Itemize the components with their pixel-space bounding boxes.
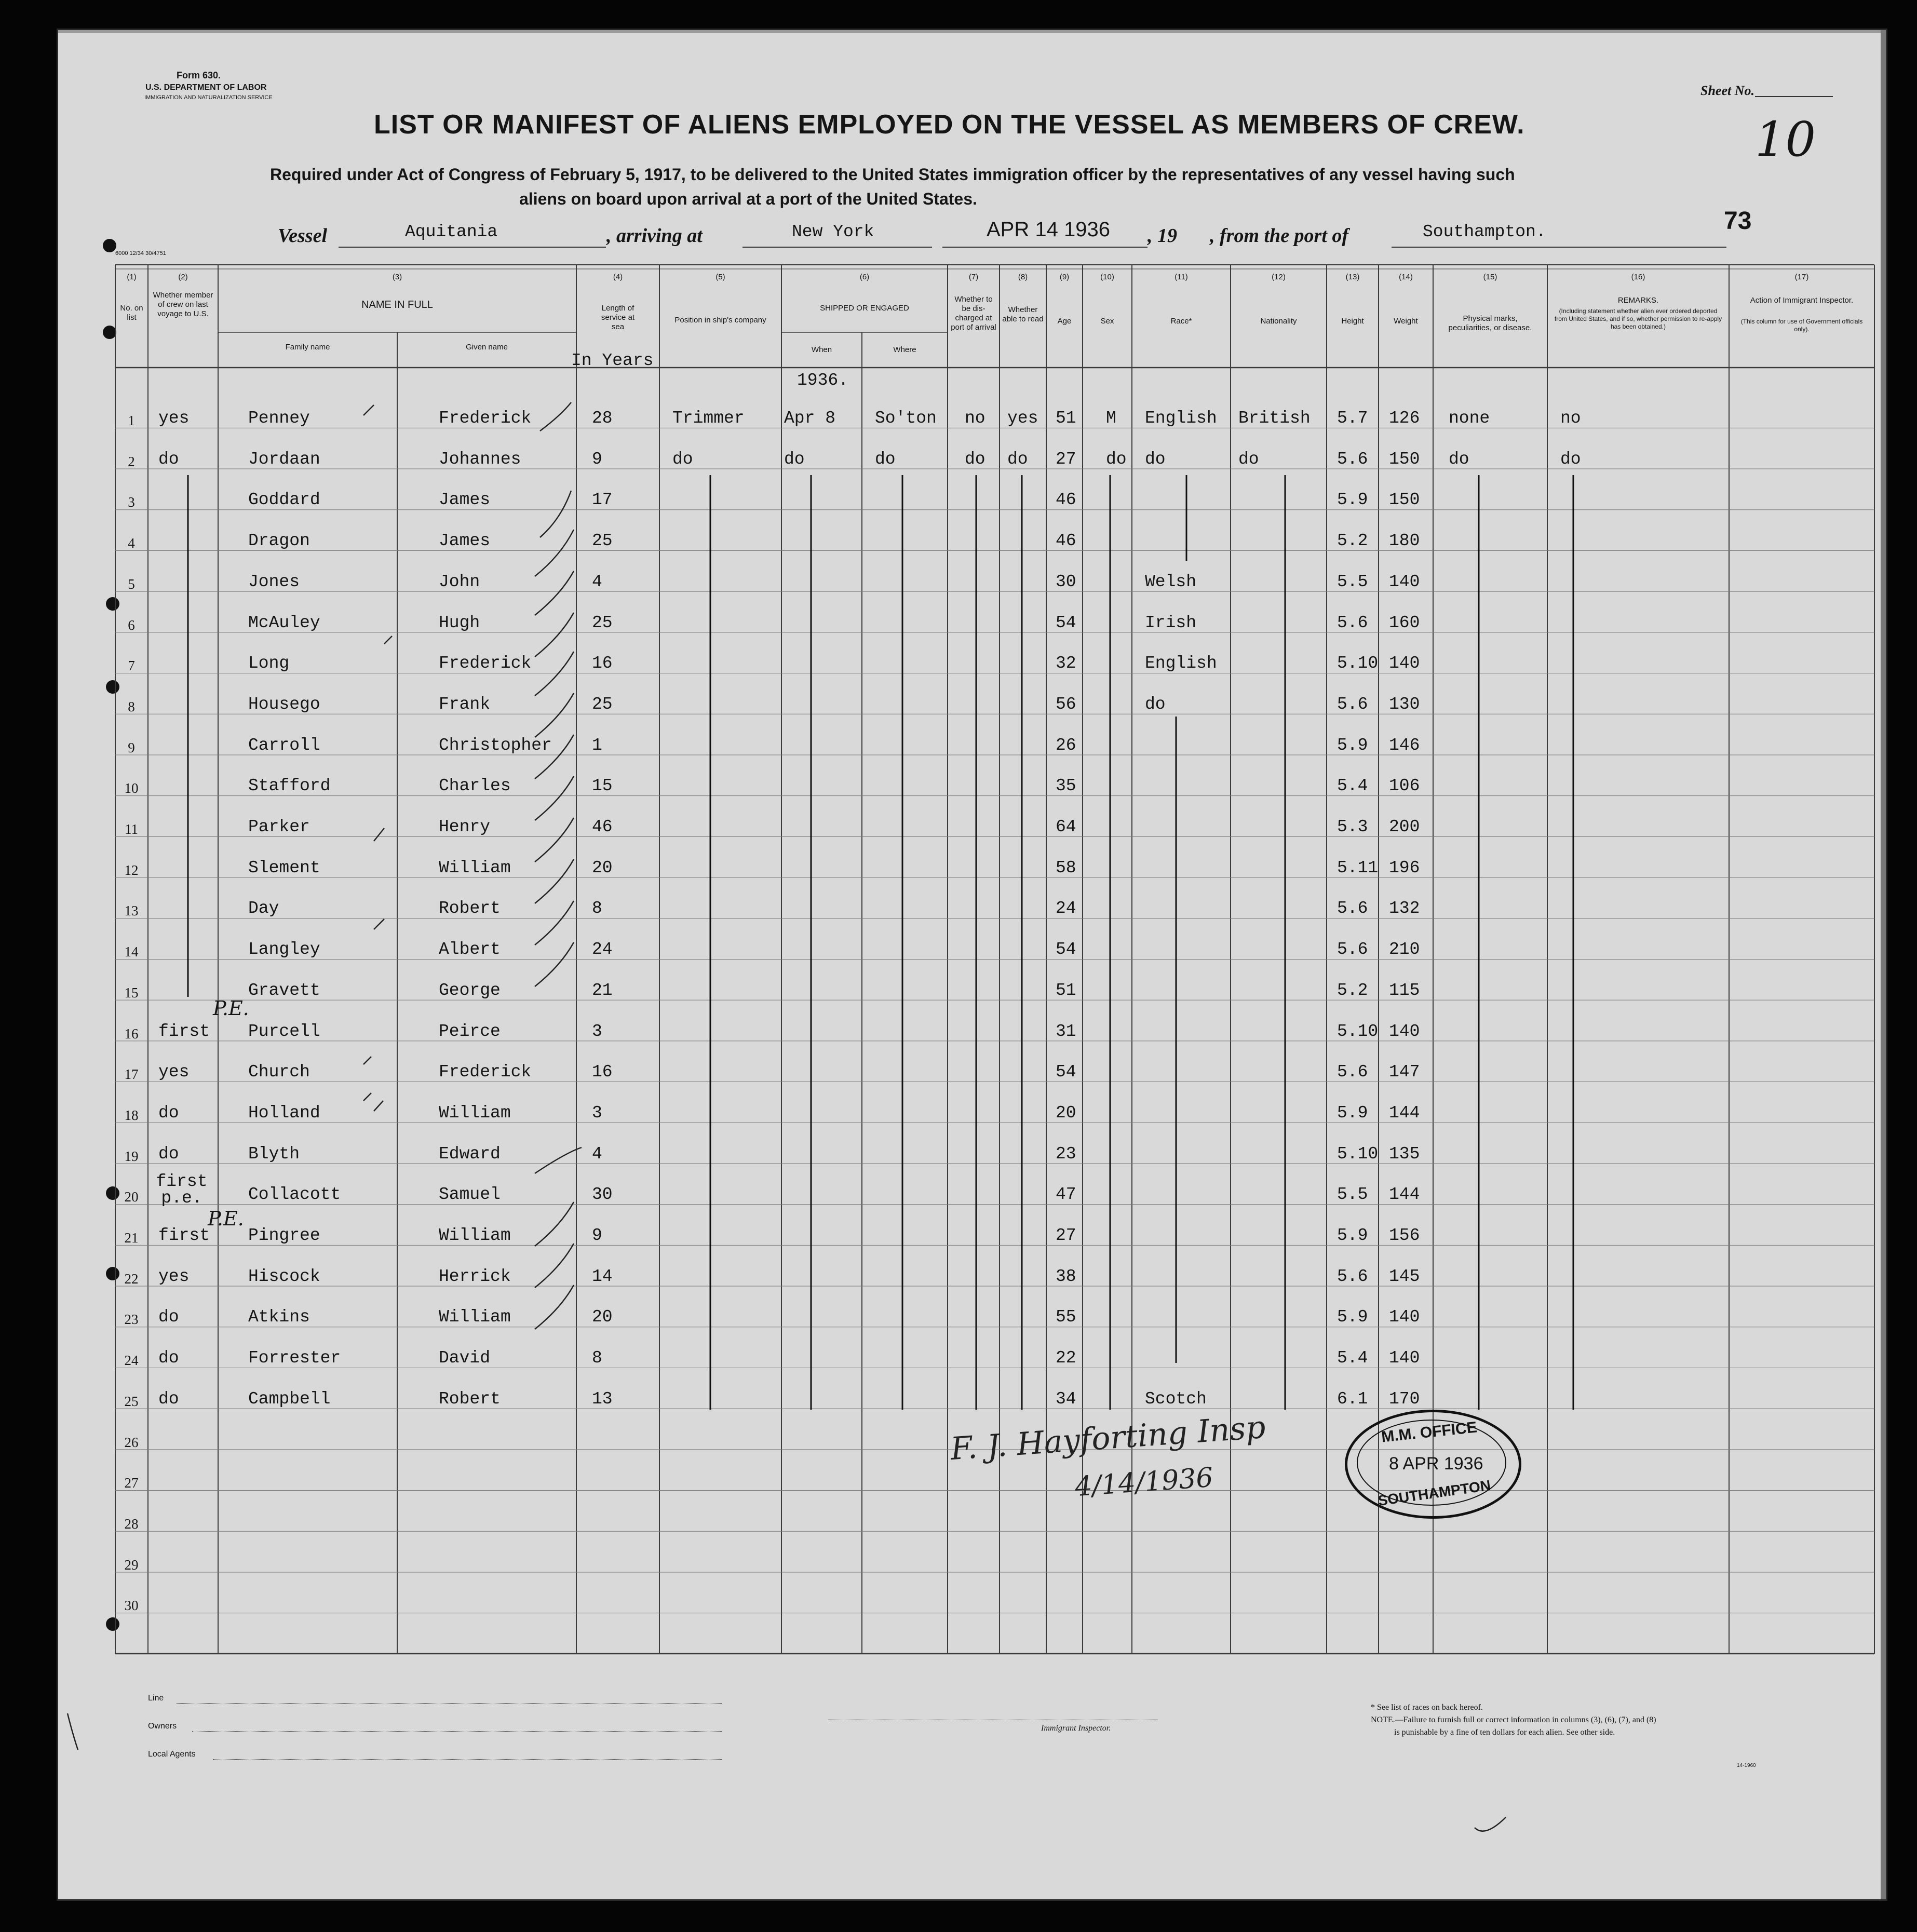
cell-family-name: Blyth: [248, 1144, 300, 1164]
col3-label: NAME IN FULL: [361, 299, 433, 310]
row-number: 22: [124, 1271, 139, 1287]
cell-given-name: Edward: [439, 1144, 501, 1164]
cell-weight: 156: [1389, 1226, 1420, 1245]
cell-age: 22: [1056, 1348, 1076, 1368]
arriving-port: New York: [792, 222, 874, 241]
cell-age: 27: [1056, 1226, 1076, 1245]
cell-race: Welsh: [1145, 572, 1197, 591]
cell-prev-voyage: do: [158, 1348, 179, 1368]
cell-discharged: no: [965, 409, 986, 428]
cell-shipped-where: So'ton: [875, 409, 937, 428]
cell-given-name: Henry: [439, 817, 491, 836]
cell-family-name: Slement: [248, 858, 320, 877]
cell-given-name: Frederick: [439, 409, 532, 428]
footer-line-rule: [177, 1703, 722, 1704]
col13-num: (13): [1345, 273, 1360, 281]
col15-num: (15): [1483, 273, 1497, 281]
cell-weight: 126: [1389, 409, 1420, 428]
cell-prev-voyage: first: [158, 1226, 210, 1245]
cell-given-name: William: [439, 1226, 511, 1245]
stamp-top-text: M.M. OFFICE: [1380, 1418, 1478, 1446]
stamp-date: 8 APR 1936: [1389, 1454, 1483, 1474]
col8-label: Whether able to read: [1002, 305, 1044, 323]
cell-given-name: William: [439, 1307, 511, 1327]
row-number: 19: [124, 1148, 139, 1164]
cell-weight: 146: [1389, 735, 1420, 755]
cell-family-name: Day: [248, 899, 279, 918]
col9-label: Age: [1057, 317, 1072, 326]
cell-service-years: 9: [592, 1226, 602, 1245]
row-number: 12: [124, 862, 139, 878]
col16-note: (Including statement whether alien ever ordered deported from United States, and if so, whether permission to re-apply has been obtained.): [1554, 307, 1722, 330]
row-number: 14: [124, 944, 139, 960]
cell-given-name: William: [439, 858, 511, 877]
cell-given-name: Christopher: [439, 735, 552, 755]
year-label: , 19: [1148, 225, 1177, 247]
cell-given-name: Herrick: [439, 1266, 511, 1286]
cell-height: 5.6: [1337, 940, 1368, 960]
footer-line-label: Line: [148, 1694, 164, 1703]
cell-race: do: [1145, 694, 1166, 714]
cell-age: 54: [1056, 940, 1076, 960]
col12-label: Nationality: [1260, 317, 1297, 326]
row-number: 16: [124, 1025, 139, 1042]
cell-height: 5.7: [1337, 409, 1368, 428]
col15-label: Physical marks, peculiarities, or disease.: [1448, 314, 1532, 332]
row-number: 6: [128, 617, 135, 633]
department-name: U.S. DEPARTMENT OF LABOR: [145, 83, 267, 92]
cell-nationality: British: [1238, 409, 1311, 428]
footer-note-line2: is punishable by a fine of ten dollars for each alien. See other side.: [1394, 1728, 1615, 1737]
col1-label: No. on list: [120, 304, 143, 322]
row-number: 23: [124, 1312, 139, 1328]
cell-service-years: 16: [592, 654, 613, 673]
cell-height: 5.10: [1337, 1144, 1379, 1164]
cell-weight: 140: [1389, 572, 1420, 591]
cell-age: 54: [1056, 613, 1076, 632]
cell-service-years: 17: [592, 490, 613, 510]
cell-nationality: do: [1238, 449, 1259, 469]
service-name: IMMIGRATION AND NATURALIZATION SERVICE: [144, 94, 273, 101]
col6-where: Where: [893, 345, 916, 354]
cell-given-name: William: [439, 1103, 511, 1123]
cell-weight: 106: [1389, 776, 1420, 796]
cell-service-years: 20: [592, 858, 613, 877]
sheet-label: Sheet No.: [1700, 83, 1754, 98]
cell-height: 5.9: [1337, 1226, 1368, 1245]
cell-given-name: Johannes: [439, 449, 521, 469]
cell-prev-voyage: first p.e.: [156, 1172, 208, 1208]
cell-weight: 135: [1389, 1144, 1420, 1164]
cell-age: 38: [1056, 1266, 1076, 1286]
cell-weight: 150: [1389, 490, 1420, 510]
row-number: 13: [124, 903, 139, 919]
cell-given-name: John: [439, 572, 480, 591]
cell-family-name: Goddard: [248, 490, 320, 510]
row-number: 25: [124, 1393, 139, 1409]
cell-race: Irish: [1145, 613, 1197, 632]
cell-given-name: George: [439, 980, 501, 1000]
cell-prev-voyage: yes: [158, 1266, 190, 1286]
cell-weight: 140: [1389, 1348, 1420, 1368]
cell-weight: 170: [1389, 1389, 1420, 1409]
cell-prev-voyage: do: [158, 1389, 179, 1409]
col14-label: Weight: [1394, 317, 1418, 326]
cell-weight: 144: [1389, 1103, 1420, 1123]
row-number: 29: [124, 1557, 139, 1573]
cell-family-name: Parker: [248, 817, 310, 836]
cell-height: 5.6: [1337, 1266, 1368, 1286]
cell-service-years: 25: [592, 531, 613, 551]
cell-height: 5.4: [1337, 776, 1368, 796]
cell-age: 54: [1056, 1062, 1076, 1082]
cell-remarks: no: [1560, 409, 1581, 428]
cell-service-years: 25: [592, 613, 613, 632]
cell-height: 6.1: [1337, 1389, 1368, 1409]
cell-able-to-read: yes: [1007, 409, 1038, 428]
cell-height: 5.10: [1337, 1021, 1379, 1041]
cell-age: 64: [1056, 817, 1076, 836]
cell-service-years: 16: [592, 1062, 613, 1082]
cell-age: 46: [1056, 490, 1076, 510]
row-number: 17: [124, 1066, 139, 1083]
mm-office-stamp: [1345, 1410, 1521, 1519]
cell-given-name: Hugh: [439, 613, 480, 632]
cell-given-name: Robert: [439, 1389, 501, 1409]
cell-age: 47: [1056, 1185, 1076, 1205]
cell-weight: 200: [1389, 817, 1420, 836]
cell-age: 26: [1056, 735, 1076, 755]
print-code: 6000 12/34 30/4751: [115, 250, 166, 256]
cell-weight: 180: [1389, 531, 1420, 551]
row-number: 11: [125, 821, 138, 837]
cell-service-years: 8: [592, 1348, 602, 1368]
col14-num: (14): [1399, 273, 1413, 281]
form-number: Form 630.: [177, 70, 221, 80]
vessel-label: Vessel: [278, 225, 327, 247]
cell-family-name: Hiscock: [248, 1266, 320, 1286]
cell-weight: 196: [1389, 858, 1420, 877]
cell-age: 32: [1056, 654, 1076, 673]
col10-label: Sex: [1100, 317, 1114, 326]
cell-height: 5.6: [1337, 613, 1368, 632]
cell-weight: 140: [1389, 1021, 1420, 1041]
subtitle-line2: aliens on board upon arrival at a port of the United States.: [519, 190, 977, 208]
cell-service-years: 9: [592, 449, 602, 469]
col3-family: Family name: [285, 343, 330, 352]
row-number: 10: [124, 780, 139, 796]
cell-given-name: Samuel: [439, 1185, 501, 1205]
cell-shipped-when: Apr 8: [784, 409, 836, 428]
cell-service-years: 25: [592, 694, 613, 714]
cell-family-name: Stafford: [248, 776, 331, 796]
document-title: LIST OR MANIFEST OF ALIENS EMPLOYED ON THE VESSEL AS MEMBERS OF CREW.: [374, 110, 1525, 140]
cell-given-name: Frederick: [439, 654, 532, 673]
cell-weight: 130: [1389, 694, 1420, 714]
cell-given-name: Peirce: [439, 1021, 501, 1041]
cell-age: 20: [1056, 1103, 1076, 1123]
pe-mark-row21: P.E.: [208, 1207, 244, 1230]
cell-height: 5.11: [1337, 858, 1379, 877]
cell-height: 5.6: [1337, 1062, 1368, 1082]
arriving-label: , arriving at: [606, 225, 703, 247]
cell-weight: 160: [1389, 613, 1420, 632]
cell-family-name: Dragon: [248, 531, 310, 551]
cell-service-years: 3: [592, 1021, 602, 1041]
col16-label: REMARKS.: [1617, 296, 1659, 305]
cell-family-name: Jordaan: [248, 449, 320, 469]
col4-label: Length of service at sea: [601, 304, 635, 331]
col7-num: (7): [968, 273, 979, 281]
col4-note: In Years: [571, 351, 654, 370]
cell-position: do: [672, 449, 693, 469]
cell-age: 58: [1056, 858, 1076, 877]
col6-label: SHIPPED OR ENGAGED: [820, 304, 909, 313]
row-number: 5: [128, 576, 135, 592]
cell-discharged: do: [965, 449, 986, 469]
col12-num: (12): [1272, 273, 1286, 281]
col4-num: (4): [613, 273, 623, 281]
cell-service-years: 28: [592, 409, 613, 428]
cell-family-name: Jones: [248, 572, 300, 591]
col6-num: (6): [859, 273, 870, 281]
col16-num: (16): [1631, 273, 1645, 281]
footer-code: 14-1960: [1737, 1763, 1756, 1768]
arrival-date-stamp: APR 14 1936: [987, 218, 1110, 241]
cell-height: 5.2: [1337, 531, 1368, 551]
footer-agents-rule: [213, 1759, 722, 1760]
cell-family-name: Campbell: [248, 1389, 331, 1409]
inspector-signature: F. J. Hayforting Insp: [949, 1409, 1267, 1468]
row-number: 28: [124, 1516, 139, 1532]
cell-physical-marks: do: [1449, 449, 1469, 469]
cell-weight: 132: [1389, 899, 1420, 918]
col17-label: Action of Immigrant Inspector.: [1750, 296, 1854, 305]
row-number: 4: [128, 535, 135, 551]
cell-age: 24: [1056, 899, 1076, 918]
cell-prev-voyage: yes: [158, 409, 190, 428]
cell-position: Trimmer: [672, 409, 745, 428]
cell-prev-voyage: first: [158, 1021, 210, 1041]
cell-service-years: 46: [592, 817, 613, 836]
row-number: 24: [124, 1353, 139, 1369]
cell-height: 5.6: [1337, 449, 1368, 469]
pe-mark-row16: P.E.: [213, 997, 249, 1020]
cell-weight: 115: [1389, 980, 1420, 1000]
cell-race: English: [1145, 654, 1217, 673]
cell-height: 5.5: [1337, 1185, 1368, 1205]
cell-family-name: Atkins: [248, 1307, 310, 1327]
cell-race: do: [1145, 449, 1166, 469]
cell-weight: 210: [1389, 940, 1420, 960]
cell-family-name: Housego: [248, 694, 320, 714]
cell-age: 55: [1056, 1307, 1076, 1327]
col2-label: Whether member of crew on last voyage to U.S.: [153, 291, 213, 318]
cell-height: 5.9: [1337, 490, 1368, 510]
cell-age: 23: [1056, 1144, 1076, 1164]
cell-age: 56: [1056, 694, 1076, 714]
row-number: 8: [128, 698, 135, 714]
col3-num: (3): [392, 273, 402, 281]
cell-family-name: Forrester: [248, 1348, 341, 1368]
from-port: Southampton.: [1423, 222, 1546, 241]
cell-service-years: 4: [592, 1144, 602, 1164]
row-number: 21: [124, 1230, 139, 1246]
cell-family-name: Holland: [248, 1103, 320, 1123]
cell-shipped-where: do: [875, 449, 896, 469]
stamp-bottom-text: SOUTHAMPTON: [1376, 1477, 1492, 1509]
cell-family-name: Purcell: [248, 1021, 320, 1041]
row-number: 20: [124, 1189, 139, 1205]
row-number: 27: [124, 1475, 139, 1491]
cell-weight: 147: [1389, 1062, 1420, 1082]
col1-num: (1): [127, 273, 137, 281]
cell-weight: 144: [1389, 1185, 1420, 1205]
row-number: 1: [128, 413, 135, 428]
cell-age: 35: [1056, 776, 1076, 796]
col6-when: When: [811, 345, 832, 354]
cell-sex: M: [1106, 409, 1116, 428]
cell-family-name: McAuley: [248, 613, 320, 632]
col8-num: (8): [1018, 273, 1028, 281]
cell-remarks: do: [1560, 449, 1581, 469]
cell-age: 46: [1056, 531, 1076, 551]
row-number: 7: [128, 658, 135, 674]
sheet-number-handwritten: 10: [1755, 112, 1816, 167]
cell-weight: 150: [1389, 449, 1420, 469]
footer-owners-rule: [192, 1731, 722, 1732]
cell-height: 5.5: [1337, 572, 1368, 591]
cell-height: 5.2: [1337, 980, 1368, 1000]
cell-family-name: Gravett: [248, 980, 320, 1000]
subtitle-line1: Required under Act of Congress of February 5, 1917, to be delivered to the United States immigration officer by the representatives of any vessel having such: [270, 165, 1515, 184]
cell-family-name: Church: [248, 1062, 310, 1082]
cell-weight: 145: [1389, 1266, 1420, 1286]
cell-prev-voyage: yes: [158, 1062, 190, 1082]
cell-service-years: 21: [592, 980, 613, 1000]
cell-family-name: Long: [248, 654, 290, 673]
cell-age: 51: [1056, 409, 1076, 428]
cell-height: 5.9: [1337, 1103, 1368, 1123]
cell-prev-voyage: do: [158, 1307, 179, 1327]
cell-weight: 140: [1389, 654, 1420, 673]
col5-num: (5): [716, 273, 725, 281]
row-number: 30: [124, 1598, 139, 1614]
signature-date: 4/14/1936: [1074, 1462, 1214, 1503]
cell-physical-marks: none: [1449, 409, 1490, 428]
cell-height: 5.9: [1337, 735, 1368, 755]
col9-num: (9): [1059, 273, 1070, 281]
cell-service-years: 20: [592, 1307, 613, 1327]
col10-num: (10): [1100, 273, 1114, 281]
row-number: 18: [124, 1107, 139, 1123]
stamp-number: 73: [1724, 207, 1752, 235]
cell-age: 51: [1056, 980, 1076, 1000]
cell-given-name: James: [439, 490, 491, 510]
cell-able-to-read: do: [1007, 449, 1028, 469]
cell-service-years: 15: [592, 776, 613, 796]
cell-given-name: David: [439, 1348, 491, 1368]
col11-label: Race*: [1170, 317, 1192, 326]
cell-age: 27: [1056, 449, 1076, 469]
cell-height: 5.6: [1337, 694, 1368, 714]
cell-service-years: 1: [592, 735, 602, 755]
footer-note-line1: NOTE.—Failure to furnish full or correct information in columns (3), (6), (7), and (8): [1371, 1715, 1656, 1724]
row-number: 9: [128, 739, 135, 755]
col3-given: Given name: [466, 343, 508, 352]
cell-height: 5.6: [1337, 899, 1368, 918]
cell-race: English: [1145, 409, 1217, 428]
row-number: 3: [128, 494, 135, 510]
cell-sex: do: [1106, 449, 1127, 469]
cell-height: 5.9: [1337, 1307, 1368, 1327]
cell-given-name: Frederick: [439, 1062, 532, 1082]
col2-num: (2): [178, 273, 188, 281]
cell-age: 30: [1056, 572, 1076, 591]
col17-note: (This column for use of Government officials only).: [1740, 318, 1863, 333]
cell-service-years: 8: [592, 899, 602, 918]
cell-age: 31: [1056, 1021, 1076, 1041]
cell-service-years: 4: [592, 572, 602, 591]
cell-family-name: Collacott: [248, 1185, 341, 1205]
cell-height: 5.4: [1337, 1348, 1368, 1368]
cell-given-name: Charles: [439, 776, 511, 796]
cell-height: 5.3: [1337, 817, 1368, 836]
cell-family-name: Penney: [248, 409, 310, 428]
cell-race: Scotch: [1145, 1389, 1207, 1409]
row-number: 15: [124, 984, 139, 1001]
from-port-label: , from the port of: [1210, 225, 1349, 247]
vessel-name: Aquitania: [405, 222, 498, 241]
cell-family-name: Pingree: [248, 1226, 320, 1245]
footer-races-note: * See list of races on back hereof.: [1371, 1703, 1483, 1712]
cell-prev-voyage: do: [158, 1144, 179, 1164]
cell-given-name: Albert: [439, 940, 501, 960]
col7-label: Whether to be dis-charged at port of arrival: [951, 295, 996, 332]
row-number: 2: [128, 453, 135, 469]
cell-height: 5.10: [1337, 654, 1379, 673]
footer-owners-label: Owners: [148, 1722, 177, 1731]
cell-service-years: 30: [592, 1185, 613, 1205]
cell-shipped-when: do: [784, 449, 805, 469]
cell-weight: 140: [1389, 1307, 1420, 1327]
cell-given-name: James: [439, 531, 491, 551]
cell-service-years: 13: [592, 1389, 613, 1409]
col6-year: 1936.: [797, 371, 849, 390]
cell-family-name: Carroll: [248, 735, 320, 755]
col17-num: (17): [1794, 273, 1809, 281]
col11-num: (11): [1174, 273, 1188, 281]
cell-prev-voyage: do: [158, 1103, 179, 1123]
cell-given-name: Frank: [439, 694, 491, 714]
cell-service-years: 3: [592, 1103, 602, 1123]
immigrant-inspector-label: Immigrant Inspector.: [1041, 1724, 1111, 1733]
cell-family-name: Langley: [248, 940, 320, 960]
footer-agents-label: Local Agents: [148, 1750, 196, 1759]
cell-service-years: 14: [592, 1266, 613, 1286]
cell-age: 34: [1056, 1389, 1076, 1409]
row-number: 26: [124, 1434, 139, 1450]
cell-prev-voyage: do: [158, 449, 179, 469]
cell-given-name: Robert: [439, 899, 501, 918]
col5-label: Position in ship's company: [674, 316, 766, 325]
cell-service-years: 24: [592, 940, 613, 960]
col13-label: Height: [1341, 317, 1364, 326]
